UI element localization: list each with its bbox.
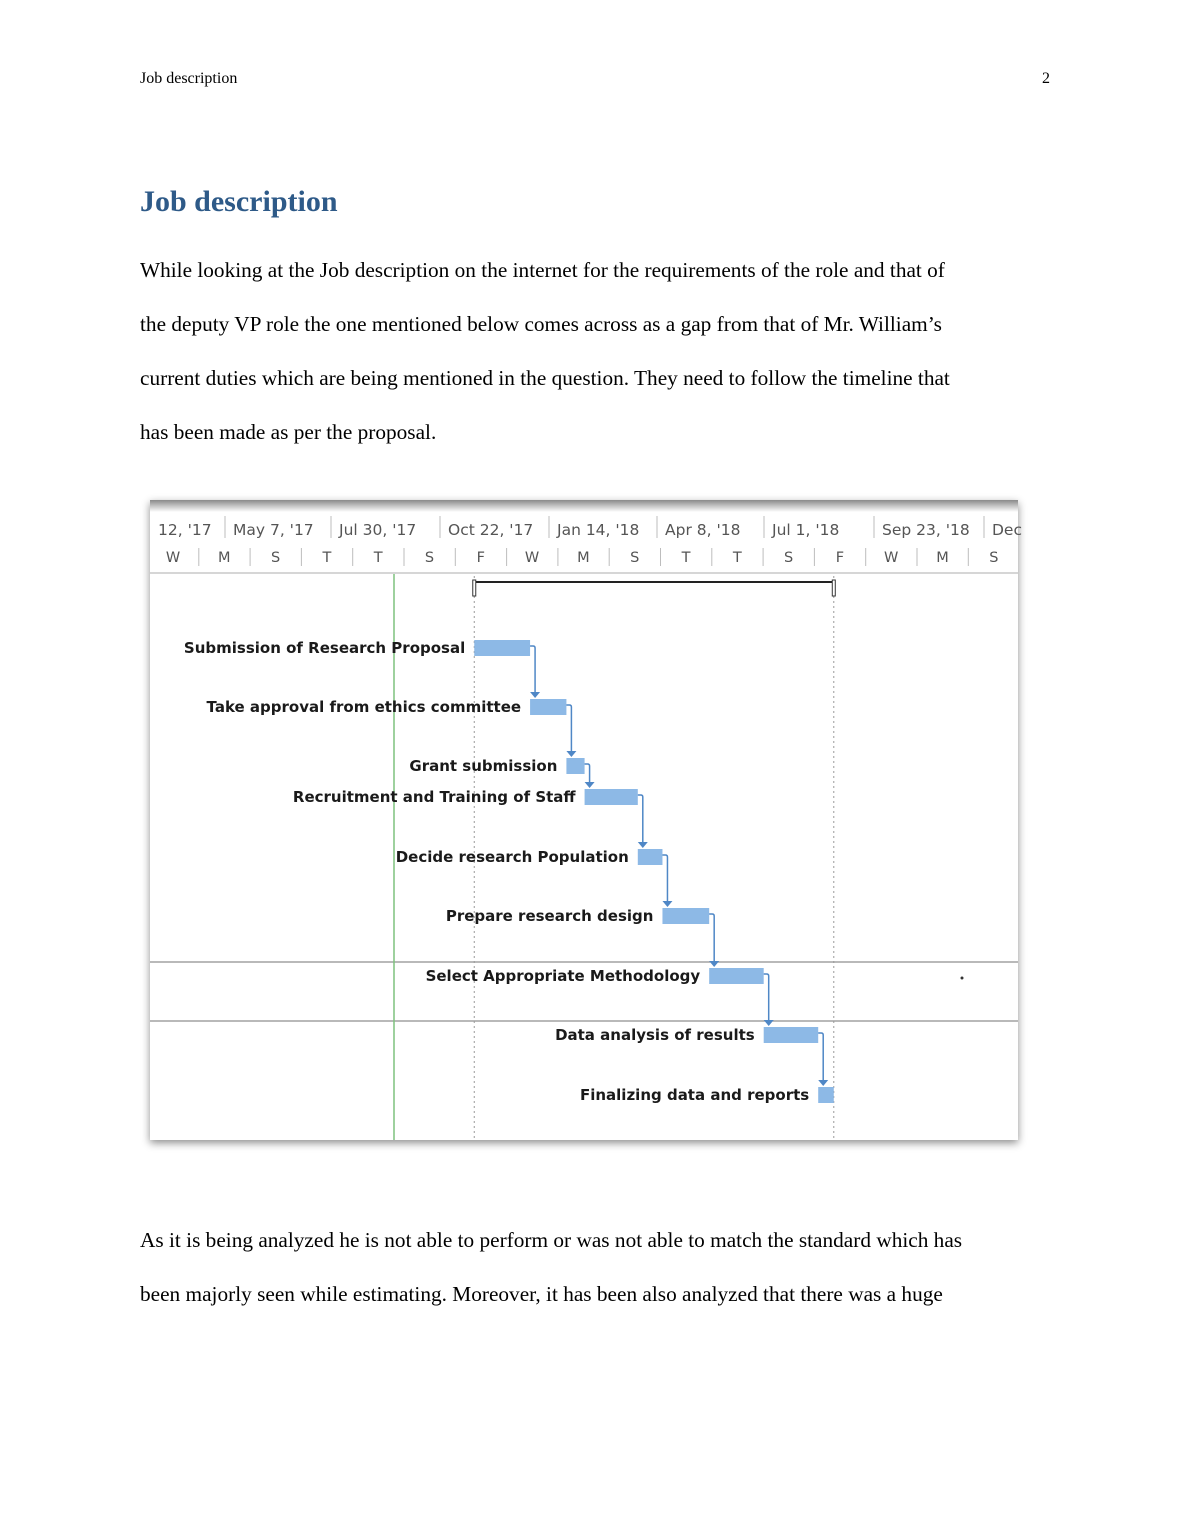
timescale-minor-label: T <box>322 550 332 566</box>
timescale-major-label: Dec <box>992 521 1022 539</box>
gantt-svg <box>150 500 1022 1140</box>
dependency-line <box>585 764 590 783</box>
task-bar <box>818 1087 834 1103</box>
task-bar <box>530 699 566 715</box>
timescale-major-label: Oct 22, '17 <box>448 521 534 539</box>
timescale-major-label: Jan 14, '18 <box>557 521 640 539</box>
task-label: Take approval from ethics committee <box>206 698 522 716</box>
dependency-arrowhead <box>818 1080 828 1086</box>
dependency-arrowhead <box>709 961 719 967</box>
paragraph-line: As it is being analyzed he is not able to perform or was not able to match the standard which has <box>140 1228 963 1252</box>
section-heading: Job description <box>140 185 338 218</box>
timescale-minor-label: T <box>732 550 742 566</box>
paragraph-line: been majorly seen while estimating. Moreover, it has been also analyzed that there was a huge <box>140 1282 943 1306</box>
stray-dot <box>961 977 964 980</box>
dependency-line <box>764 974 769 1021</box>
task-bar <box>566 758 584 774</box>
dependency-arrowhead <box>530 692 540 698</box>
dependency-arrowhead <box>662 901 672 907</box>
task-label: Select Appropriate Methodology <box>425 967 701 985</box>
timescale-major-label: Jul 30, '17 <box>339 521 417 539</box>
dependency-line <box>709 914 714 962</box>
timescale-minor-label: S <box>989 550 999 566</box>
timescale-minor-label: T <box>681 550 691 566</box>
dependency-arrowhead <box>585 782 595 788</box>
task-label: Data analysis of results <box>555 1026 755 1044</box>
task-label: Recruitment and Training of Staff <box>292 788 576 806</box>
task-label: Finalizing data and reports <box>579 1086 810 1104</box>
timescale-major-label: Jul 1, '18 <box>772 521 840 539</box>
dependency-line <box>662 855 667 902</box>
timescale-major-label: May 7, '17 <box>233 521 314 539</box>
dependency-line <box>530 646 535 693</box>
timescale-minor-label: F <box>835 550 845 566</box>
timescale-minor-label: F <box>476 550 485 566</box>
gantt-chart <box>150 500 1022 1140</box>
summary-start-cap <box>473 580 476 596</box>
dependency-arrowhead <box>638 842 648 848</box>
dependency-line <box>638 795 643 843</box>
task-bar <box>764 1027 819 1043</box>
paragraph-line: has been made as per the proposal. <box>140 420 437 444</box>
timescale-minor-label: W <box>165 550 181 566</box>
paragraph-line: the deputy VP role the one mentioned below comes across as a gap from that of Mr. William’s <box>140 312 942 336</box>
task-bar <box>638 849 663 865</box>
task-label: Grant submission <box>409 757 558 775</box>
timescale-minor-label: S <box>270 550 281 566</box>
paragraph-line: While looking at the Job description on the internet for the requirements of the role and that of <box>140 258 945 282</box>
timescale-minor-label: W <box>524 550 540 566</box>
task-label: Prepare research design <box>445 907 654 925</box>
dependency-arrowhead <box>566 751 576 757</box>
timescale-major-label: 12, '17 <box>158 521 212 539</box>
timescale-major-label: Apr 8, '18 <box>665 521 741 539</box>
timescale-minor-label: M <box>577 550 590 566</box>
timescale-minor-label: W <box>884 550 899 566</box>
timescale-minor-label: M <box>936 550 949 566</box>
timescale-minor-label: S <box>424 550 435 566</box>
dependency-arrowhead <box>764 1020 774 1026</box>
dependency-line <box>566 705 571 752</box>
task-bar <box>662 908 709 924</box>
summary-finish-cap <box>832 580 835 596</box>
timescale-major-label: Sep 23, '18 <box>882 521 970 539</box>
task-bar <box>709 968 764 984</box>
timescale-minor-label: T <box>373 550 383 566</box>
task-label: Decide research Population <box>395 848 629 866</box>
dependency-line <box>818 1033 823 1081</box>
running-head: Job description <box>140 70 238 87</box>
task-label: Submission of Research Proposal <box>183 639 466 657</box>
page-number: 2 <box>1042 70 1050 87</box>
timescale-minor-label: S <box>783 550 794 566</box>
paragraph-line: current duties which are being mentioned in the question. They need to follow the timeline that <box>140 366 950 390</box>
task-bar <box>585 789 638 805</box>
timescale-minor-label: S <box>630 550 640 566</box>
task-bar <box>474 640 530 656</box>
timescale-minor-label: M <box>218 550 231 566</box>
